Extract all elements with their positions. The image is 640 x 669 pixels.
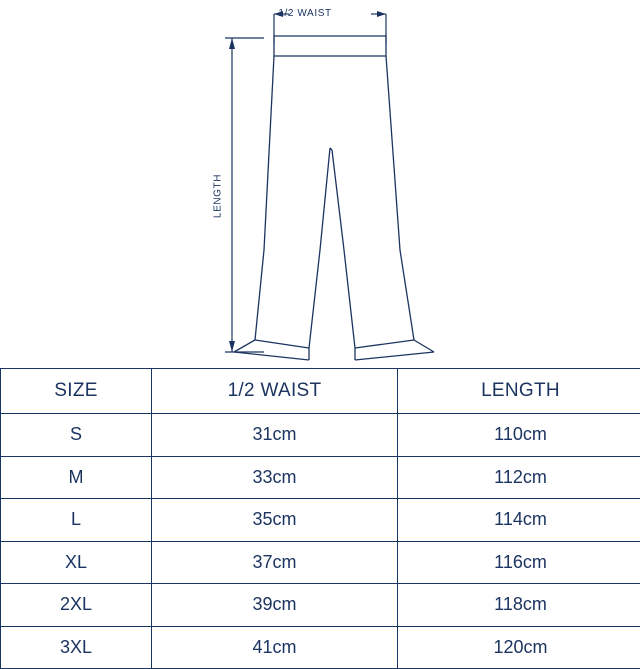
- cell-length: 118cm: [398, 584, 640, 627]
- table-row: [1, 626, 640, 669]
- table-row: [1, 499, 640, 542]
- table-header-row: [1, 369, 640, 414]
- cell-length: 120cm: [398, 626, 640, 669]
- cell-size: 2XL: [1, 584, 152, 627]
- cell-size: XL: [1, 541, 152, 584]
- cell-length: 114cm: [398, 499, 640, 542]
- cell-length: 116cm: [398, 541, 640, 584]
- cell-waist: 33cm: [152, 456, 398, 499]
- cell-waist: 31cm: [152, 414, 398, 457]
- cell-waist: 39cm: [152, 584, 398, 627]
- cell-size: S: [1, 414, 152, 457]
- cell-waist: 37cm: [152, 541, 398, 584]
- table-row: [1, 414, 640, 457]
- cell-size: L: [1, 499, 152, 542]
- table-row: [1, 541, 640, 584]
- table-row: [1, 584, 640, 627]
- cell-waist: 41cm: [152, 626, 398, 669]
- cell-length: 110cm: [398, 414, 640, 457]
- cell-length: 112cm: [398, 456, 640, 499]
- table-row: [1, 456, 640, 499]
- cell-waist: 35cm: [152, 499, 398, 542]
- length-dimension-label: LENGTH: [213, 174, 224, 218]
- size-table-body: [1, 414, 640, 669]
- column-header-waist: 1/2 WAIST: [152, 369, 398, 414]
- size-table: [0, 368, 640, 669]
- cell-size: 3XL: [1, 626, 152, 669]
- waist-dimension-label: 1/2 WAIST: [278, 8, 331, 19]
- size-table-header: [1, 369, 640, 414]
- pants-outline: [234, 36, 434, 360]
- cell-size: M: [1, 456, 152, 499]
- column-header-size: SIZE: [1, 369, 152, 414]
- column-header-length: LENGTH: [398, 369, 640, 414]
